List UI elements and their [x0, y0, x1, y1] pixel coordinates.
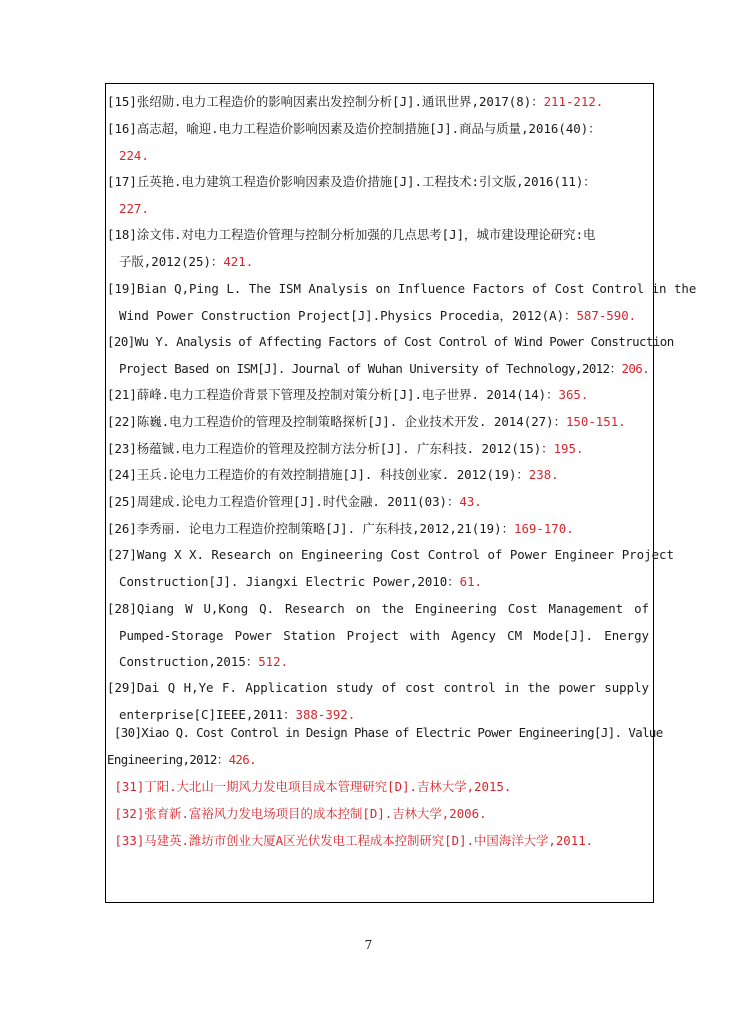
reference-line: [22]陈巍.电力工程造价的管理及控制策略探析[J]. 企业技术开发. 2014(27)：150-151.	[107, 414, 626, 429]
reference-26	[106, 516, 655, 543]
reference-line: [15]张绍勋.电力工程造价的影响因素出发控制分析[J].通讯世界,2017(8)：211-212.	[107, 94, 604, 109]
reference-28	[106, 596, 655, 676]
reference-line: [17]丘英艳.电力建筑工程造价影响因素及造价措施[J].工程技术:引文版,2016(11)：	[107, 174, 596, 189]
reference-line: 224.	[119, 147, 149, 163]
reference-line: Construction,2015：512.	[119, 654, 289, 670]
reference-27	[106, 542, 674, 595]
reference-25	[106, 489, 655, 516]
reference-30	[106, 720, 663, 773]
reference-line: [32]张育新.富裕风力发电场项目的成本控制[D].吉林大学,2006.	[107, 806, 487, 821]
reference-24	[106, 462, 655, 489]
reference-line: 227.	[119, 200, 149, 216]
reference-16	[106, 116, 655, 169]
reference-line: [21]薛峰.电力工程造价背景下管理及控制对策分析[J].电子世界. 2014(14)：365.	[107, 387, 589, 402]
reference-line: Project Based on ISM[J]. Journal of Wuhan University of Technology,2012：206.	[119, 360, 650, 376]
reference-line: [30]Xiao Q. Cost Control in Design Phase of Electric Power Engineering[J]. Value	[107, 725, 663, 740]
reference-line: [19]Bian Q,Ping L. The ISM Analysis on Influence Factors of Cost Control in the	[107, 281, 697, 296]
reference-line: enterprise[C]IEEE,2011：388-392.	[119, 706, 356, 722]
reference-line: [25]周建成.论电力工程造价管理[J].时代金融. 2011(03)：43.	[107, 494, 482, 509]
reference-18	[106, 222, 655, 275]
reference-20	[106, 329, 674, 382]
reference-line: 子版,2012(25)：421.	[119, 253, 254, 269]
reference-33	[106, 828, 655, 855]
reference-19	[106, 276, 697, 329]
reference-line: Construction[J]. Jiangxi Electric Power,2010：61.	[119, 573, 483, 589]
reference-line: [18]涂文伟.对电力工程造价管理与控制分析加强的几点思考[J]，城市建设理论研究:电	[107, 227, 596, 242]
reference-line: [26]李秀丽. 论电力工程造价控制策略[J]. 广东科技,2012,21(19)：169-170.	[107, 521, 574, 536]
reference-list-box	[105, 83, 697, 903]
reference-line: [16]高志超，喻迎.电力工程造价影响因素及造价控制措施[J].商品与质量,2016(40)：	[107, 121, 601, 136]
reference-line: [23]杨蕴铖.电力工程造价的管理及控制方法分析[J]. 广东科技. 2012(15)：195.	[107, 441, 584, 456]
reference-line: [27]Wang X X. Research on Engineering Cost Control of Power Engineer Project	[107, 547, 674, 562]
reference-line: [29]Dai Q H,Ye F. Application study of cost control in the power supply	[107, 680, 649, 695]
reference-32	[106, 801, 655, 828]
reference-line: [20]Wu Y. Analysis of Affecting Factors of Cost Control of Wind Power Construction	[107, 334, 674, 349]
reference-line: Wind Power Construction Project[J].Physics Procedia，2012(A)：587-590.	[119, 307, 637, 323]
reference-line: [33]马建英.潍坊市创业大厦A区光伏发电工程成本控制研究[D].中国海洋大学,2011.	[107, 833, 594, 848]
reference-line: Engineering,2012：426.	[107, 751, 257, 767]
reference-22	[106, 409, 655, 436]
reference-line: [28]Qiang W U,Kong Q. Research on the Engineering Cost Management of	[107, 601, 649, 616]
reference-31	[106, 774, 655, 801]
reference-21	[106, 382, 655, 409]
page-number: 7	[364, 938, 373, 952]
reference-line: [24]王兵.论电力工程造价的有效控制措施[J]. 科技创业家. 2012(19)：238.	[107, 467, 559, 482]
reference-line: [31]丁阳.大北山一期风力发电项目成本管理研究[D].吉林大学,2015.	[107, 779, 512, 794]
reference-17	[106, 169, 655, 222]
reference-line: Pumped-Storage Power Station Project with Agency CM Mode[J]. Energy	[119, 627, 649, 643]
reference-15	[106, 89, 655, 116]
reference-23	[106, 436, 655, 463]
